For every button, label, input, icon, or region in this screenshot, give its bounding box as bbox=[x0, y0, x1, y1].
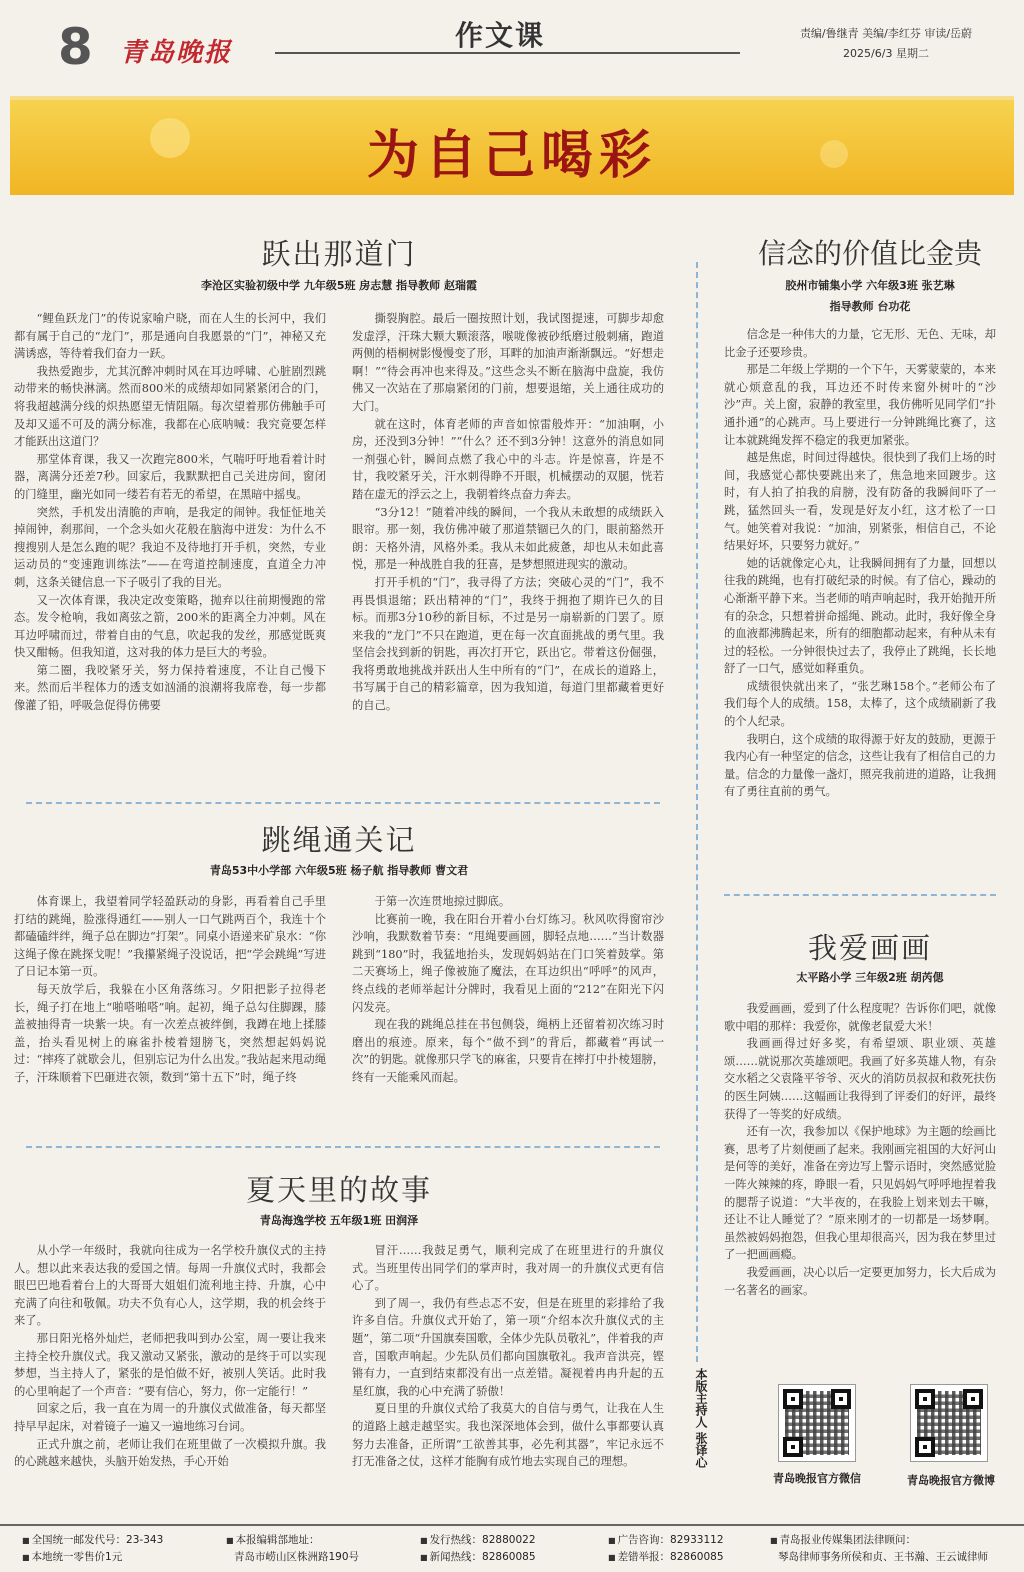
footer-ad-hotline: ■ 广告咨询：82933112 bbox=[608, 1532, 724, 1549]
paragraph: 正式升旗之前，老师让我们在班里做了一次模拟升旗。我的心跳越来越快，头脑开始发热，手心开始 bbox=[14, 1437, 326, 1469]
qr-label-wechat: 青岛晚报官方微信 bbox=[773, 1472, 861, 1485]
paragraph: 到了周一，我仍有些忐忑不安，但是在班里的彩排给了我许多自信。升旗仪式开始了，第一项“介绍本次升旗仪式的主题”，第二项“升国旗奏国歌，全体少先队员敬礼”，伴着我的声音，国歌声响起。少先队员们都向国旗敬礼。我声音洪亮，铿锵有力，一直到结束都没有出一点差错。凝视着冉冉升起的五星红旗，我的心中充满了骄傲！ bbox=[352, 1296, 664, 1398]
article-body-yuechu-col1 bbox=[14, 310, 326, 778]
editor-note: 本版主持人 张译心 bbox=[694, 1368, 708, 1469]
paragraph: 就在这时，体育老师的声音如惊雷般炸开：“加油啊，小房，还没到3分钟！”“什么？还不到3分钟！这意外的消息如同一剂强心针，瞬间点燃了我心中的斗志。许是惊喜，许是不甘，我咬紧牙关，汗水刺得睁不开眼，机械摆动的双腿，恍若踏在虚无的浮云之上，我朝着终点奋力奔去。 bbox=[352, 417, 664, 501]
paragraph: 我明白，这个成绩的取得源于好友的鼓励，更源于我内心有一种坚定的信念，这些让我有了相信自己的力量。信念的力量像一盏灯，照亮我前进的道路，让我拥有了勇往直前的勇气。 bbox=[724, 732, 996, 799]
footer-error-hotline: ■ 差错举报：82860085 bbox=[608, 1549, 724, 1566]
footer-price: ■ 本地统一零售价1元 bbox=[22, 1549, 163, 1566]
article-title-tiaosheng: 跳绳通关记 bbox=[261, 823, 417, 857]
paragraph: 现在我的跳绳总挂在书包侧袋，绳柄上还留着初次练习时磨出的痕迹。原来，每个“做不到”的背后，都藏着“再试一次”的钥匙。就像那只学飞的麻雀，只要肯在摔打中扑棱翅膀，终有一天能乘风而起。 bbox=[352, 1018, 664, 1084]
footer-address: 青岛市崂山区株洲路190号 bbox=[234, 1551, 360, 1563]
column-separator bbox=[696, 262, 698, 1362]
footer-col-address bbox=[226, 1532, 359, 1566]
page-number: 8 bbox=[58, 18, 93, 76]
paragraph: 打开手机的“门”，我寻得了方法；突破心灵的“门”，我不再畏惧退缩；跃出精神的“门”，我终于拥抱了期许已久的目标。而那3分10秒的新目标，不过是另一扇崭新的门罢了。原来我的“龙门”不只在跑道，更在每一次直面挑战的勇气里。我坚信会找到新的钥匙，再次打开它，跃出它。带着这份倔强，我将勇敢地挑战并跃出人生中所有的“门”，在成长的道路上，书写属于自己的精彩篇章，因为我知道，每道门里都藏着更好的自己。 bbox=[352, 575, 664, 713]
paragraph: 体育课上，我望着同学轻盈跃动的身影，再看着自己手里打结的跳绳，脸涨得通红——别人一口气跳两百个，我连十个都磕磕绊绊，绳子总在脚边“打架”。同桌小语递来矿泉水：“你这绳子像在跳探戈呢！”我攥紧绳子没说话，把“学会跳绳”写进了日记本第一页。 bbox=[14, 895, 326, 979]
paragraph: 还有一次，我参加以《保护地球》为主题的绘画比赛，思考了片刻便画了起来。我刚画完祖国的大好河山是何等的美好，准备在旁边写上警示语时，突然感觉脸一阵火辣辣的疼，睁眼一看，只见妈妈气呼呼地捏着我的腮帮子说道：“大半夜的，在我脸上划来划去干嘛，还让不让人睡觉了？”原来刚才的一切都是一场梦啊。虽然被妈妈抱怨，但我心里却很高兴，因为我在梦里过了一把画画瘾。 bbox=[724, 1125, 996, 1262]
article-body-yuechu-col2 bbox=[352, 310, 664, 778]
separator bbox=[26, 1146, 660, 1148]
article-body-xiatian-col2 bbox=[352, 1242, 664, 1508]
paragraph: 每天放学后，我躲在小区角落练习。夕阳把影子拉得老长，绳子打在地上“啪嗒啪嗒”响。起初，绳子总勾住脚踝，膝盖被抽得青一块紫一块。有一次差点被绊倒，我蹲在地上揉膝盖，抬头看见树上的麻雀扑棱着翅膀飞，突然想起妈妈说过：“摔疼了就歇会儿，但别忘记为什么出发。”我站起来甩动绳子，汗珠顺着下巴砸进衣领，数到“第十五下”时，绳子终 bbox=[14, 982, 326, 1084]
credits-line: 责编/鲁继青 美编/李红芬 审读/岳蔚 bbox=[799, 27, 973, 40]
paragraph: 成绩很快就出来了，“张艺琳158个。”老师公布了我们每个人的成绩。158，太棒了，这个成绩刷新了我的个人纪录。 bbox=[724, 679, 996, 729]
credits bbox=[768, 24, 1004, 64]
paragraph: 于第一次连贯地掠过脚底。 bbox=[374, 895, 511, 908]
paragraph: 第二圈，我咬紧牙关，努力保持着速度，不让自己慢下来。然而后半程体力的透支如汹涌的浪潮将我席卷，每一步都像灌了铅，呼吸急促得仿佛要 bbox=[14, 663, 326, 713]
paragraph: 突然，手机发出清脆的声响，是我定的闹钟。我怔怔地关掉闹钟，刹那间，一个念头如火花般在脑海中迸发：为什么不搜搜别人是怎么跑的呢？我迫不及待地打开手机，突然，专业运动员的“变速跑训练法”——在弯道控制速度，直道全力冲刺，这条关键信息一下子吸引了我的目光。 bbox=[14, 505, 326, 589]
separator bbox=[26, 802, 660, 804]
paragraph: 回家之后，我一直在为周一的升旗仪式做准备，每天都坚持早早起床，对着镜子一遍又一遍地练习台词。 bbox=[14, 1402, 326, 1433]
paragraph: 我爱画画，爱到了什么程度呢？告诉你们吧，就像歌中唱的那样：我爱你，就像老鼠爱大米！ bbox=[724, 1002, 996, 1033]
separator bbox=[724, 894, 996, 896]
paragraph: “鲤鱼跃龙门”的传说家喻户晓，而在人生的长河中，我们都有属于自己的“龙门”，那是通向自我愿景的“门”，神秘又充满诱惑，等待着我们奋力一跃。 bbox=[14, 312, 326, 361]
footer-col-ads bbox=[608, 1532, 724, 1566]
footer-legal-names: 琴岛律师事务所侯和贞、王书瀚、王云诚律师 bbox=[778, 1551, 988, 1563]
article-byline-yuechu: 李沧区实验初级中学 九年级5班 房志慧 指导教师 赵瑞霞 bbox=[201, 279, 477, 292]
article-byline2-xinnian: 指导教师 台功花 bbox=[829, 300, 911, 313]
paragraph: 撕裂胸腔。最后一圈按照计划，我试图提速，可脚步却愈发虚浮，汗珠大颗大颗滚落，喉咙像被砂纸磨过般刺痛，跑道两侧的梧桐树影慢慢变了形，耳畔的加油声渐渐飘远。“好想走啊！”“待会再冲也来得及。”这些念头不断在脑海中盘旋，我仿佛又一次站在了那扇紧闭的门前，想要退缩，关上通往成功的大门。 bbox=[352, 312, 664, 413]
paragraph: 越是焦虑，时间过得越快。很快到了我们上场的时间，我感觉心都快要跳出来了，焦急地来回踱步。这时，有人拍了拍我的肩膀，没有防备的我瞬间吓了一跳，猛然回头一看，发现是好友小红，这才松了一口气。她笑着对我说：“加油，别紧张，相信自己，不论结果好坏，只要努力就好。” bbox=[724, 451, 996, 553]
paragraph: 我画画得过好多奖，有希望颂、职业颂、英雄颂……就说那次英雄颂吧。我画了好多英雄人物，有杂交水稻之父袁隆平爷爷、灭火的消防员叔叔和救死扶伤的医生阿姨……这幅画让我得到了评委们的好评，最终获得了一等奖的好成绩。 bbox=[724, 1037, 996, 1121]
paragraph: 那是二年级上学期的一个下午，天雾蒙蒙的，本来就心烦意乱的我，耳边还不时传来窗外树叶的“沙沙”声。关上窗，寂静的教室里，我仿佛听见同学们“扑通扑通”的心跳声。马上要进行一分钟跳绳比赛了，这让本就跳绳发挥不稳定的我更加紧张。 bbox=[724, 363, 996, 447]
article-body-tiaosheng-col1 bbox=[14, 893, 326, 1123]
qr-code-wechat[interactable] bbox=[778, 1384, 856, 1462]
article-title-xinnian: 信念的价值比金贵 bbox=[757, 237, 982, 270]
qr-label-weibo: 青岛晚报官方微博 bbox=[907, 1474, 995, 1487]
article-title-aihua: 我爱画画 bbox=[807, 931, 932, 965]
footer-address-label: ■ 本报编辑部地址： bbox=[226, 1532, 359, 1549]
footer-col-legal bbox=[770, 1532, 1020, 1566]
column-name: 作文课 bbox=[454, 19, 545, 52]
footer-postal-code: ■ 全国统一邮发代号：23-343 bbox=[22, 1532, 163, 1549]
paragraph: “3分12！”随着冲线的瞬间，一个我从未敢想的成绩跃入眼帘。那一刻，我仿佛冲破了那道禁锢已久的门，眼前豁然开朗：天格外清，风格外柔。我从未如此疲惫，却也从未如此喜悦，那是一种战胜自我的狂喜，是梦想照进现实的激动。 bbox=[352, 505, 664, 572]
article-byline-xinnian: 胶州市铺集小学 六年级3班 张艺琳 bbox=[785, 279, 955, 292]
article-title-yuechu: 跃出那道门 bbox=[261, 237, 417, 271]
footer-col-hotlines bbox=[420, 1532, 536, 1566]
paragraph: 从小学一年级时，我就向往成为一名学校升旗仪式的主持人。想以此来表达我的爱国之情。每周一升旗仪式时，我都会眼巴巴地看着台上的大哥哥大姐姐们流利地主持、升旗，心中充满了向往和敬佩。功夫不负有心人，这学期，我的机会终于来了。 bbox=[14, 1244, 326, 1328]
footer-distribution-hotline: ■ 发行热线：82880022 bbox=[420, 1532, 536, 1549]
article-body-aihua bbox=[724, 1000, 996, 1356]
paragraph: 又一次体育课，我决定改变策略，抛弃以往前期慢跑的常态。发令枪响，我如离弦之箭，200米的距离全力冲刺。风在耳边呼啸而过，带着自由的气息，吹起我的发丝，那感觉既爽快又酣畅。但我知道，这对我的体力是巨大的考验。 bbox=[14, 593, 326, 660]
paragraph: 那堂体育课，我又一次跑完800米，气喘吁吁地看着计时器，离满分还差7秒。回家后，我默默把自己关进房间，窗闭的门缝里，幽光如同一缕若有若无的希望，在黑暗中摇曳。 bbox=[14, 452, 326, 501]
paragraph: 那日阳光格外灿烂，老师把我叫到办公室，周一要让我来主持全校升旗仪式。我又激动又紧张，激动的是终于可以实现梦想，当主持人了，紧张的是怕做不好，被别人笑话。此时我的心里响起了一个声音：“要有信心，努力，你一定能行！” bbox=[14, 1331, 326, 1398]
banner-title: 为自己喝彩 bbox=[366, 126, 657, 186]
paragraph: 夏日里的升旗仪式给了我莫大的自信与勇气，让我在人生的道路上越走越坚实。我也深深地体会到，做什么事都要认真努力去准备，正所谓“工欲善其事，必先利其器”，牢记永远不打无准备之仗，这样才能胸有成竹地去实现自己的理想。 bbox=[352, 1402, 664, 1469]
article-body-xiatian-col1 bbox=[14, 1242, 326, 1508]
qr-code-weibo[interactable] bbox=[910, 1384, 988, 1462]
article-byline-xiatian: 青岛海逸学校 五年级1班 田润泽 bbox=[259, 1214, 419, 1227]
paragraph: 她的话就像定心丸，让我瞬间拥有了力量，回想以往我的跳绳，也有打破纪录的时候。有了信心，躁动的心渐渐平静下来。当老师的哨声响起时，我开始抛开所有的杂念，只想着拼命摇绳、跳动。此时，我好像全身的血液都沸腾起来，所有的细胞都动起来，有种从未有过的轻松。一分钟很快过去了，我停止了跳绳，长长地舒了一口气，感觉如释重负。 bbox=[724, 556, 996, 676]
header-rule bbox=[275, 52, 740, 54]
article-byline-tiaosheng: 青岛53中小学部 六年级5班 杨子航 指导教师 曹文君 bbox=[209, 864, 469, 877]
footer-legal-label: ■ 青岛报业传媒集团法律顾问： bbox=[770, 1532, 1020, 1549]
masthead-logo: 青岛晚报 bbox=[120, 38, 233, 68]
article-byline-aihua: 太平路小学 三年级2班 胡芮偲 bbox=[796, 971, 944, 984]
paragraph: 冒汗……我鼓足勇气，顺利完成了在班里进行的升旗仪式。当班里传出同学们的掌声时，我对周一的升旗仪式更有信心了。 bbox=[352, 1244, 664, 1293]
article-body-tiaosheng-col2 bbox=[352, 893, 664, 1123]
article-title-xiatian: 夏天里的故事 bbox=[245, 1173, 432, 1207]
paragraph: 我热爱跑步，尤其沉醉冲刺时风在耳边呼啸、心脏剧烈跳动带来的畅快淋漓。然而800米的成绩却如同紧紧闭合的门，将我超越满分线的炽热愿望无情阻隔。每次望着那仿佛触手可及却又遥不可及的满分标准，我都在心底呐喊：我究竟要怎样才能跃出这道门？ bbox=[14, 364, 326, 449]
article-body-xinnian bbox=[724, 326, 996, 866]
footer bbox=[0, 1524, 1024, 1572]
date-line: 2025/6/3 星期二 bbox=[843, 47, 929, 60]
paragraph: 我爱画画，决心以后一定要更加努力，长大后成为一名著名的画家。 bbox=[724, 1265, 996, 1297]
paragraph: 信念是一种伟大的力量，它无形、无色、无味，却比金子还要珍贵。 bbox=[724, 328, 996, 359]
paragraph: 比赛前一晚，我在阳台开着小台灯练习。秋风吹得窗帘沙沙响，我默数着节奏：“甩绳要画圆，脚轻点地……”当计数器跳到“180”时，我猛地抬头，发现妈妈站在门口笑着鼓掌。第二天赛场上，绳子像被施了魔法，在耳边织出“呼呼”的风声，终点线的老师举起计分牌时，我看见上面的“212”在阳光下闪闪发亮。 bbox=[352, 912, 664, 1014]
footer-col-postal bbox=[22, 1532, 163, 1566]
footer-news-hotline: ■ 新闻热线：82860085 bbox=[420, 1549, 536, 1566]
